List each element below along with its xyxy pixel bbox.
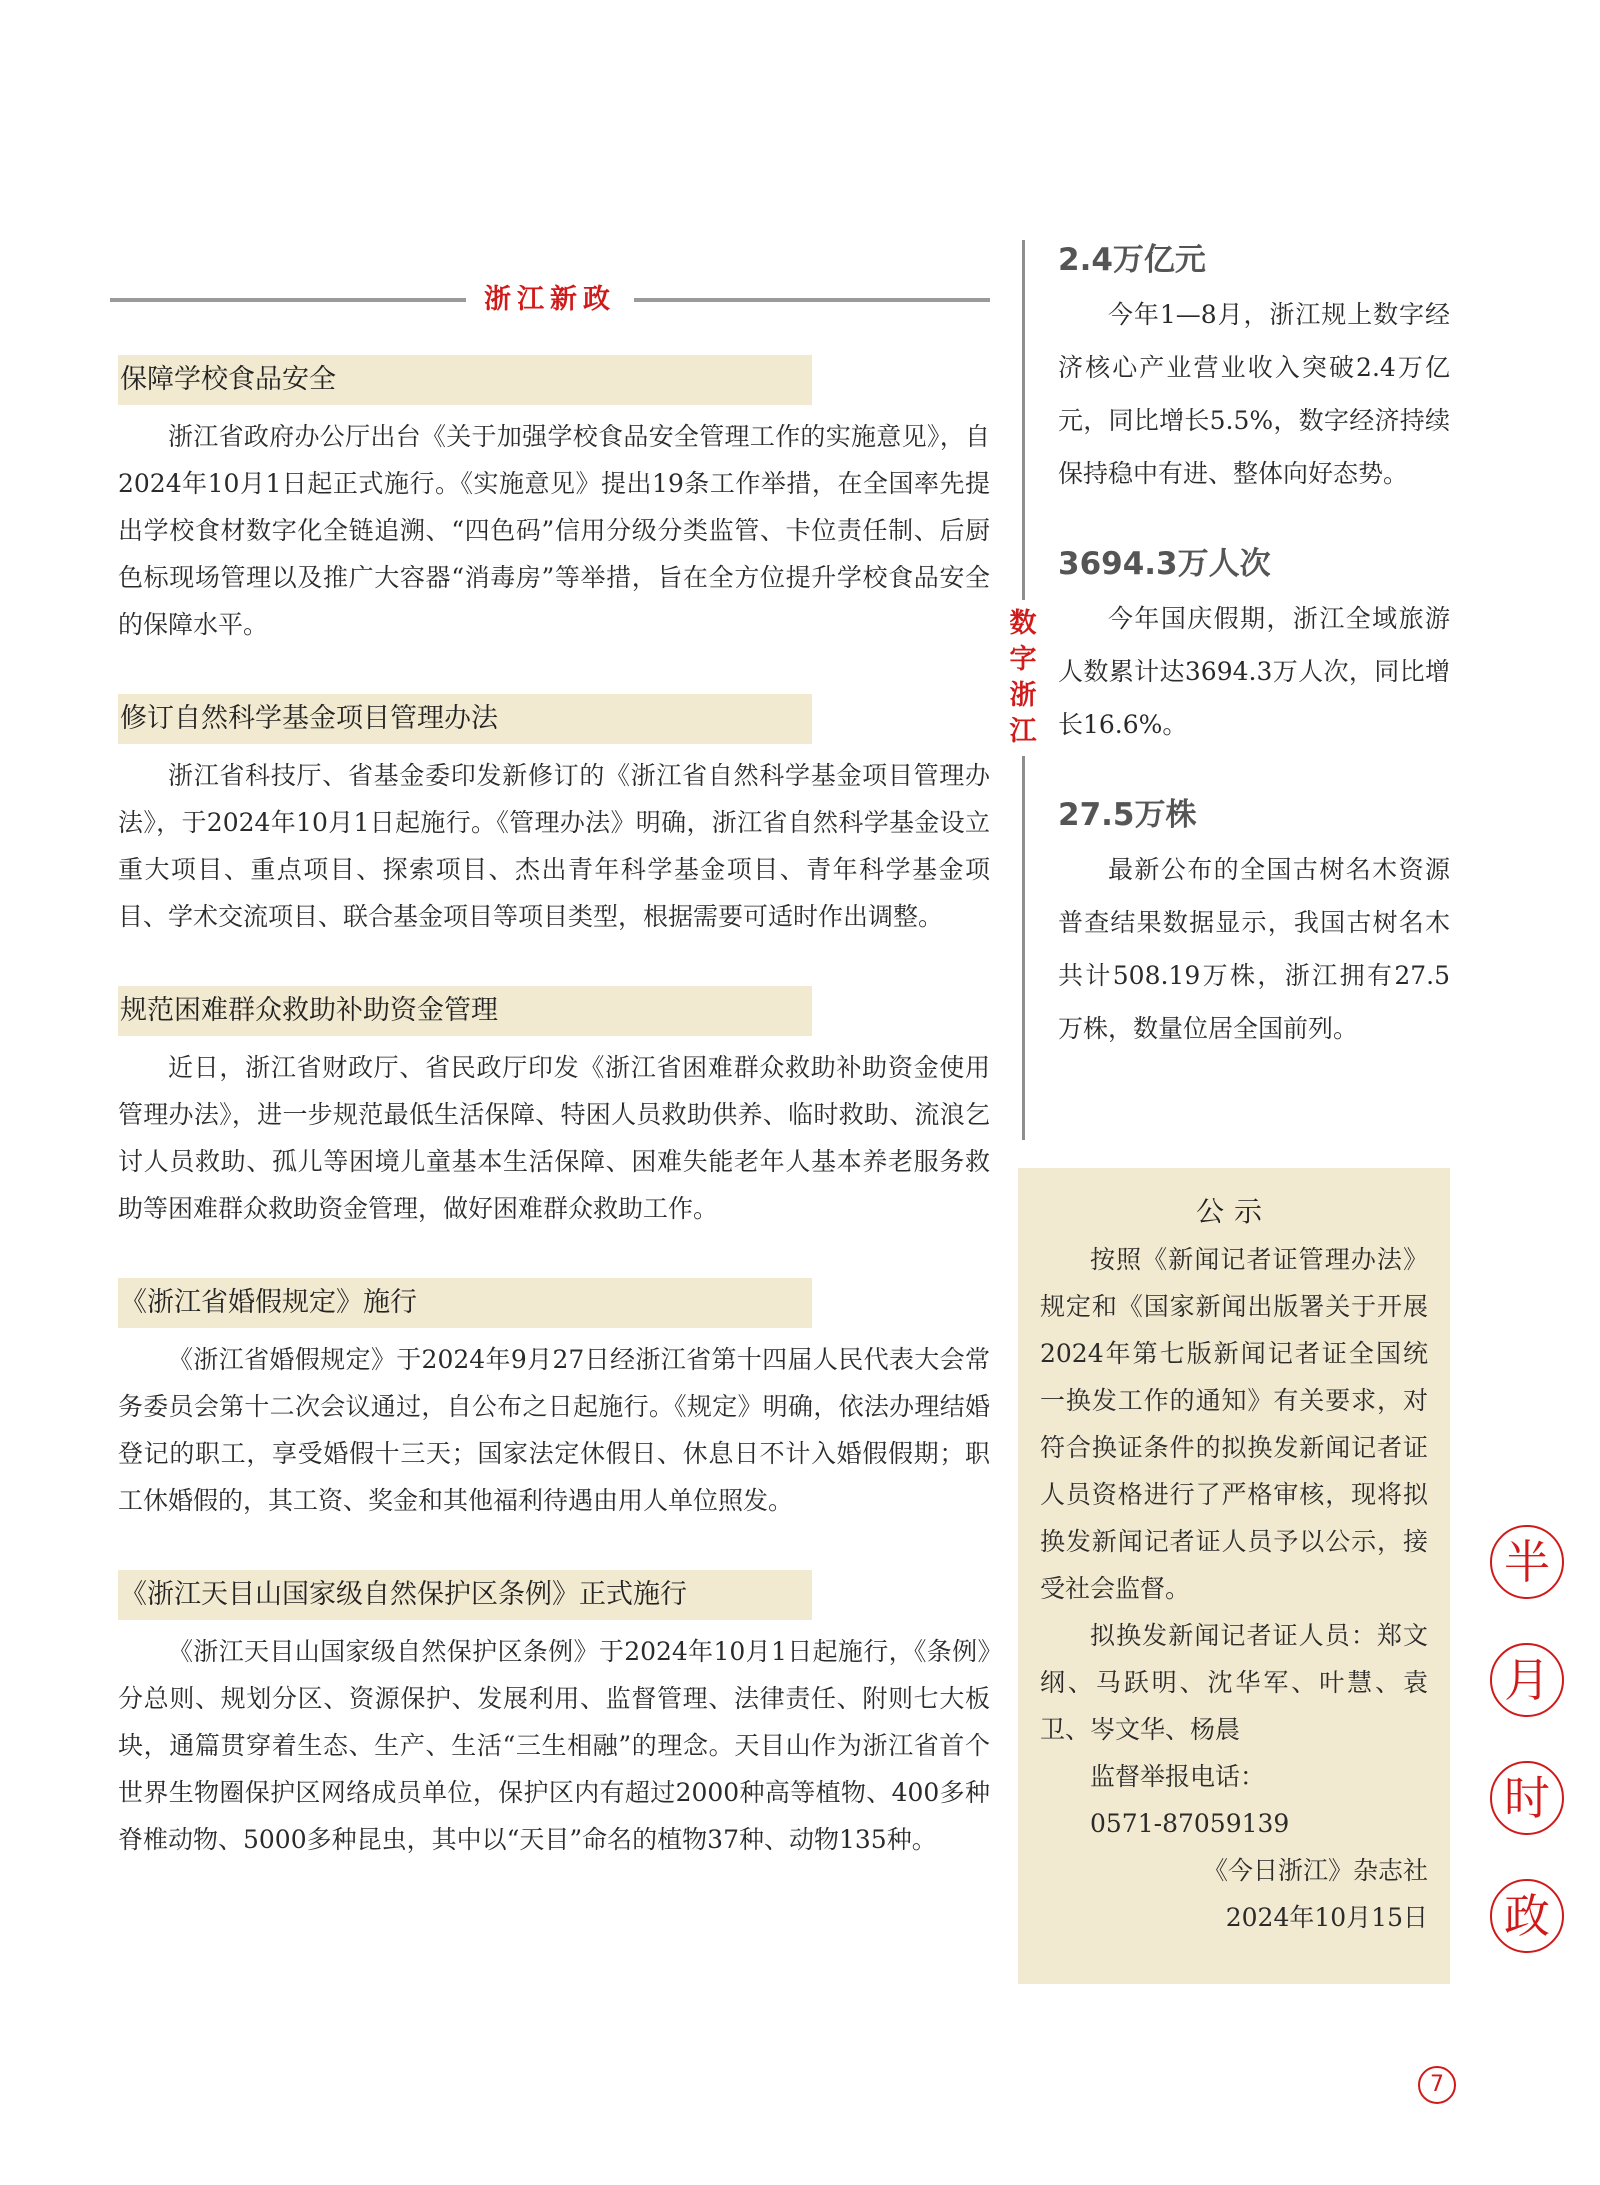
article-body: 《浙江省婚假规定》于2024年9月27日经浙江省第十四届人民代表大会常务委员会第十二次会议通过，自公布之日起施行。《规定》明确，依法办理结婚登记的职工，享受婚假十三天；国家法定休假日、休息日不计入婚假假期；职工休婚假的，其工资、奖金和其他福利待遇由用人单位照发。: [118, 1345, 990, 1515]
article-title: 《浙江天目山国家级自然保护区条例》正式施行: [118, 1570, 812, 1620]
notice-title: 公示: [1195, 1195, 1272, 1228]
article-body: 近日，浙江省财政厅、省民政厅印发《浙江省困难群众救助补助资金使用管理办法》，进一步规范最低生活保障、特困人员救助供养、临时救助、流浪乞讨人员救助、孤儿等困境儿童基本生活保障、困难失能老年人基本养老服务救助等困难群众救助资金管理，做好困难群众救助工作。: [118, 1053, 990, 1223]
notice-phone: 0571-87059139: [1090, 1809, 1290, 1838]
stat-item: [1058, 542, 1450, 751]
article-body: 浙江省科技厅、省基金委印发新修订的《浙江省自然科学基金项目管理办法》，于2024年10月1日起施行。《管理办法》明确，浙江省自然科学基金设立重大项目、重点项目、探索项目、杰出青年科学基金项目、青年科学基金项目、学术交流项目、联合基金项目等项目类型，根据需要可适时作出调整。: [118, 761, 990, 931]
article: [118, 1278, 990, 1524]
stat-body: 今年国庆假期，浙江全域旅游人数累计达3694.3万人次，同比增长16.6%。: [1058, 604, 1450, 739]
notice-phone-label: 监督举报电话：: [1090, 1762, 1266, 1791]
title-char: 半: [1490, 1525, 1564, 1599]
digital-zhejiang-stats: [1058, 238, 1450, 1097]
article: [118, 694, 990, 940]
article: [118, 1570, 990, 1863]
stat-body: 今年1—8月，浙江规上数字经济核心产业营业收入突破2.4万亿元，同比增长5.5%，数字经济持续保持稳中有进、整体向好态势。: [1058, 300, 1450, 488]
article-title: 规范困难群众救助补助资金管理: [118, 986, 812, 1036]
article-title: 《浙江省婚假规定》施行: [118, 1278, 812, 1328]
stat-body: 最新公布的全国古树名木资源普查结果数据显示，我国古树名木共计508.19万株，浙江拥有27.5万株，数量位居全国前列。: [1058, 855, 1450, 1043]
column-title-vertical: [1490, 1525, 1568, 1997]
article-title: 修订自然科学基金项目管理办法: [118, 694, 812, 744]
digital-zhejiang-label: 数字浙江: [1004, 600, 1042, 756]
public-notice-box: [1018, 1168, 1450, 1984]
title-char: 政: [1490, 1879, 1564, 1953]
stat-value: 2.4万亿元: [1058, 242, 1206, 278]
stat-value: 3694.3万人次: [1058, 546, 1271, 582]
article-body: 浙江省政府办公厅出台《关于加强学校食品安全管理工作的实施意见》，自2024年10月1日起正式施行。《实施意见》提出19条工作举措，在全国率先提出学校食材数字化全链追溯、“四色码”信用分级分类监管、卡位责任制、后厨色标现场管理以及推广大容器“消毒房”等举措，旨在全方位提升学校食品安全的保障水平。: [118, 422, 990, 639]
title-char: 时: [1490, 1761, 1564, 1835]
article-body: 《浙江天目山国家级自然保护区条例》于2024年10月1日起施行，《条例》分总则、规划分区、资源保护、发展利用、监督管理、法律责任、附则七大板块，通篇贯穿着生态、生产、生活“三生相融”的理念。天目山作为浙江省首个世界生物圈保护区网络成员单位，保护区内有超过2000种高等植物、400多种脊椎动物、5000多种昆虫，其中以“天目”命名的植物37种、动物135种。: [118, 1637, 990, 1854]
article: [118, 355, 990, 648]
notice-org: 《今日浙江》杂志社: [1202, 1856, 1428, 1885]
notice-date: 2024年10月15日: [1225, 1903, 1428, 1932]
notice-names: 拟换发新闻记者证人员：郑文纲、马跃明、沈华军、叶慧、袁卫、岑文华、杨晨: [1040, 1621, 1428, 1744]
title-char: 月: [1490, 1643, 1564, 1717]
stat-item: [1058, 238, 1450, 500]
section-title: 浙江新政: [466, 280, 634, 320]
stat-item: [1058, 793, 1450, 1055]
article: [118, 986, 990, 1232]
section-header: [110, 280, 990, 320]
stat-value: 27.5万株: [1058, 797, 1197, 833]
policy-news-column: [118, 355, 990, 1909]
notice-paragraph: 按照《新闻记者证管理办法》规定和《国家新闻出版署关于开展2024年第七版新闻记者证全国统一换发工作的通知》有关要求，对符合换证条件的拟换发新闻记者证人员资格进行了严格审核，现将拟换发新闻记者证人员予以公示，接受社会监督。: [1040, 1245, 1428, 1603]
article-title: 保障学校食品安全: [118, 355, 812, 405]
page-number: 7: [1418, 2066, 1456, 2104]
